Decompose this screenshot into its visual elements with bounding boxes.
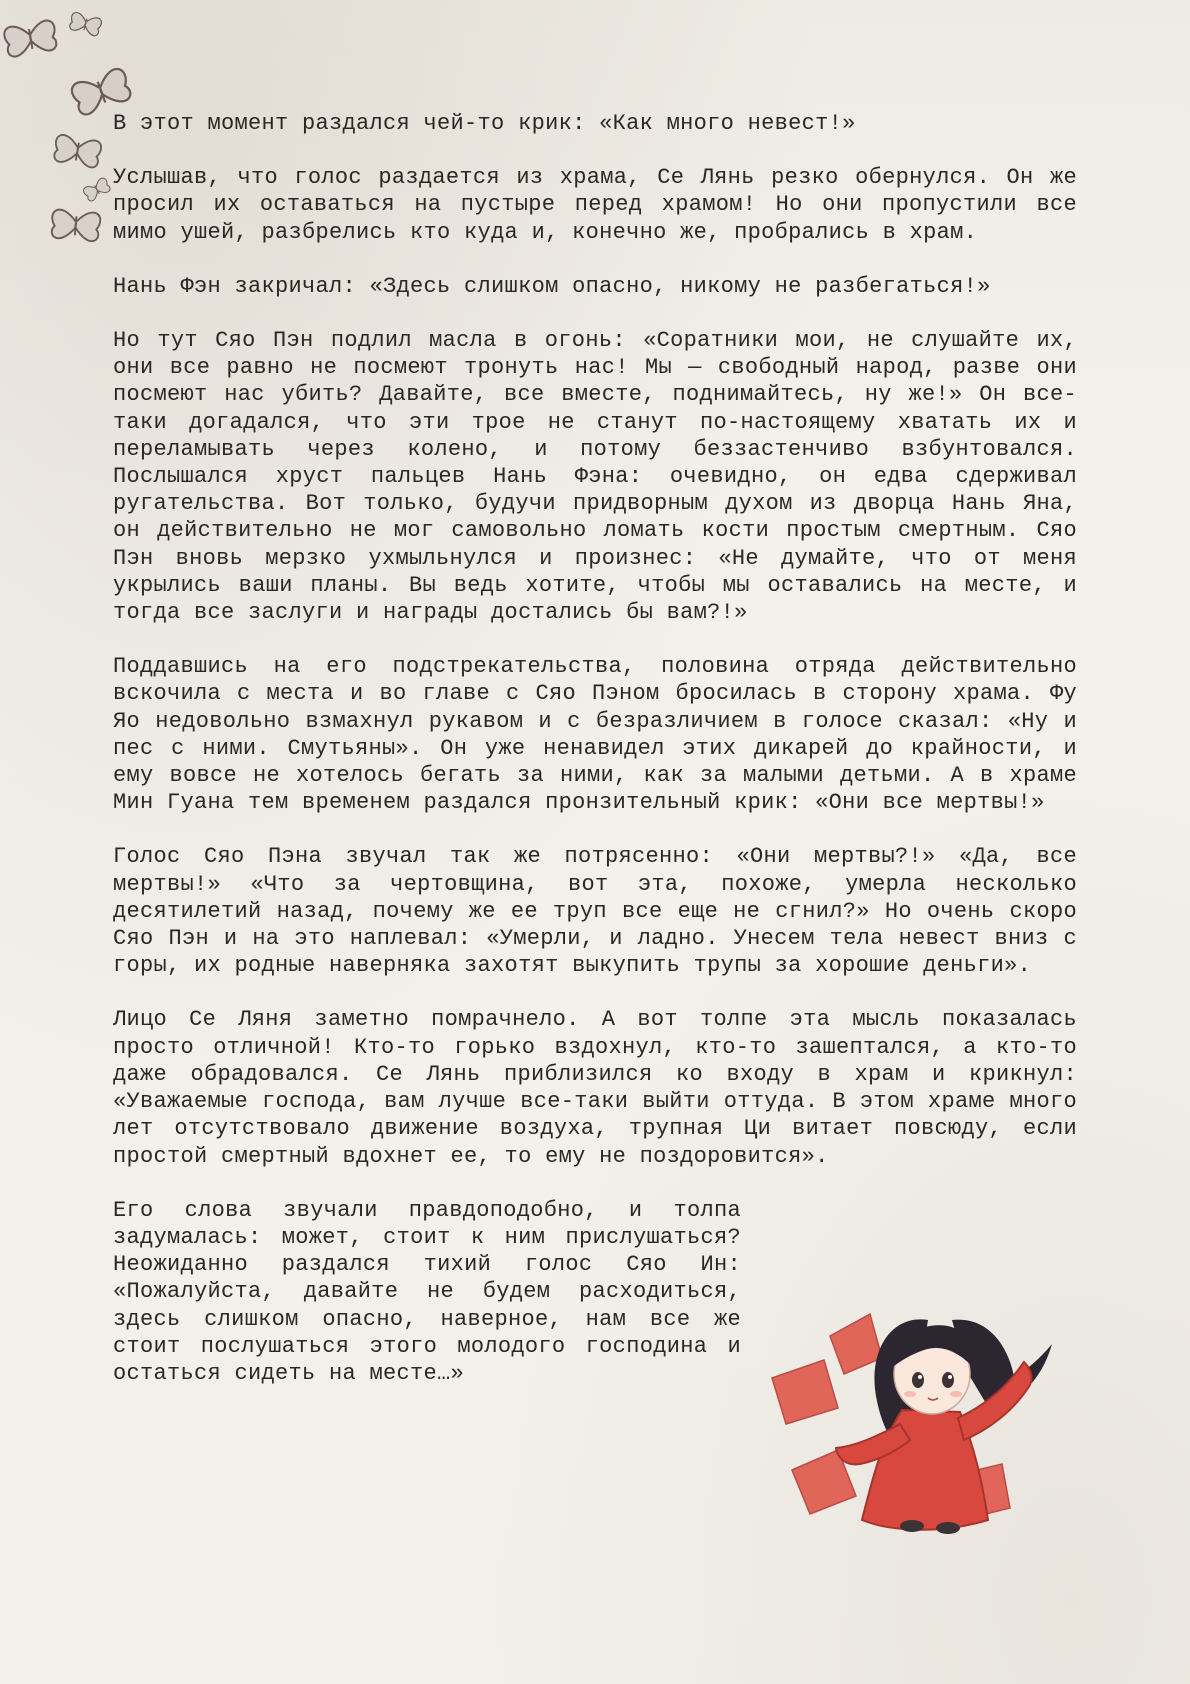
text-body — [113, 110, 1077, 1414]
chibi-girl-illustration — [752, 1300, 1092, 1560]
paragraph-3: Нань Фэн закричал: «Здесь слишком опасно, никому не разбегаться!» — [113, 273, 991, 299]
paragraph-8: Его слова звучали правдоподобно, и толпа задумалась: может, стоит к ним прислушаться? Неожиданно раздался тихий голос Сяо Ин: «Пожалуйста, давайте не будем расходиться, здесь слишком опасно, наверное, нам все же стоит послушаться этого молодого господина и остаться сидеть на месте…» — [113, 1197, 741, 1386]
paragraph-2: Услышав, что голос раздается из храма, Се Лянь резко обернулся. Он же просил их оставаться на пустыре перед храмом! Но они пропустили все мимо ушей, разбрелись кто куда и, конечно же, пробрались в храм. — [113, 165, 1077, 245]
paragraph-4: Но тут Сяо Пэн подлил масла в огонь: «Соратники мои, не слушайте их, они все равно не посмеют тронуть нас! Мы — свободный народ, разве они посмеют нас убить? Давайте, все вместе, поднимайтесь, ну же!» Он все-таки догадался, что эти трое не станут по-настоящему хватать их и переламывать через колено, и потому беззастенчиво взбунтовался. Послышался хруст пальцев Нань Фэна: очевидно, он едва сдерживал ругательства. Вот только, будучи придворным духом из дворца Нань Яна, он действительно не мог самовольно ломать кости простым смертным. Сяо Пэн вновь мерзко ухмыльнулся и произнес: «Не думайте, что от меня укрылись ваши планы. Вы ведь хотите, чтобы мы оставались на месте, и тогда все заслуги и награды достались бы вам?!» — [113, 328, 1077, 626]
paragraph-5: Поддавшись на его подстрекательства, половина отряда действительно вскочила с места и во главе с Сяо Пэном бросилась в сторону храма. Фу Яо недовольно взмахнул рукавом и с безразличием в голосе сказал: «Ну и пес с ними. Смутьяны». Он уже ненавидел этих дикарей до крайности, и ему вовсе не хотелось бегать за ними, как за малыми детьми. А в храме Мин Гуана тем временем раздался пронзительный крик: «Они все мертвы!» — [113, 654, 1077, 816]
paragraph-1: В этот момент раздался чей-то крик: «Как много невест!» — [113, 111, 856, 136]
paragraph-7: Лицо Се Ляня заметно помрачнело. А вот толпе эта мысль показалась просто отличной! Кто-то горько вздохнул, кто-то зашептался, а кто-то даже обрадовался. Се Лянь приблизился ко входу в храм и крикнул: «Уважаемые господа, вам лучше все-таки выйти оттуда. В этом храме много лет отсутствовало движение воздуха, трупная Ци витает повсюду, если простой смертный вдохнет ее, то ему не поздоровится». — [113, 1007, 1077, 1169]
paragraph-6: Голос Сяо Пэна звучал так же потрясенно: «Они мертвы?!» «Да, все мертвы!» «Что за чертовщина, вот эта, похоже, умерла несколько десятилетий назад, почему же ее труп все еще не сгнил?» Но очень скоро Сяо Пэн и на это наплевал: «Умерли, и ладно. Унесем тела невест вниз с горы, их родные наверняка захотят выкупить трупы за хорошие деньги». — [113, 844, 1077, 979]
